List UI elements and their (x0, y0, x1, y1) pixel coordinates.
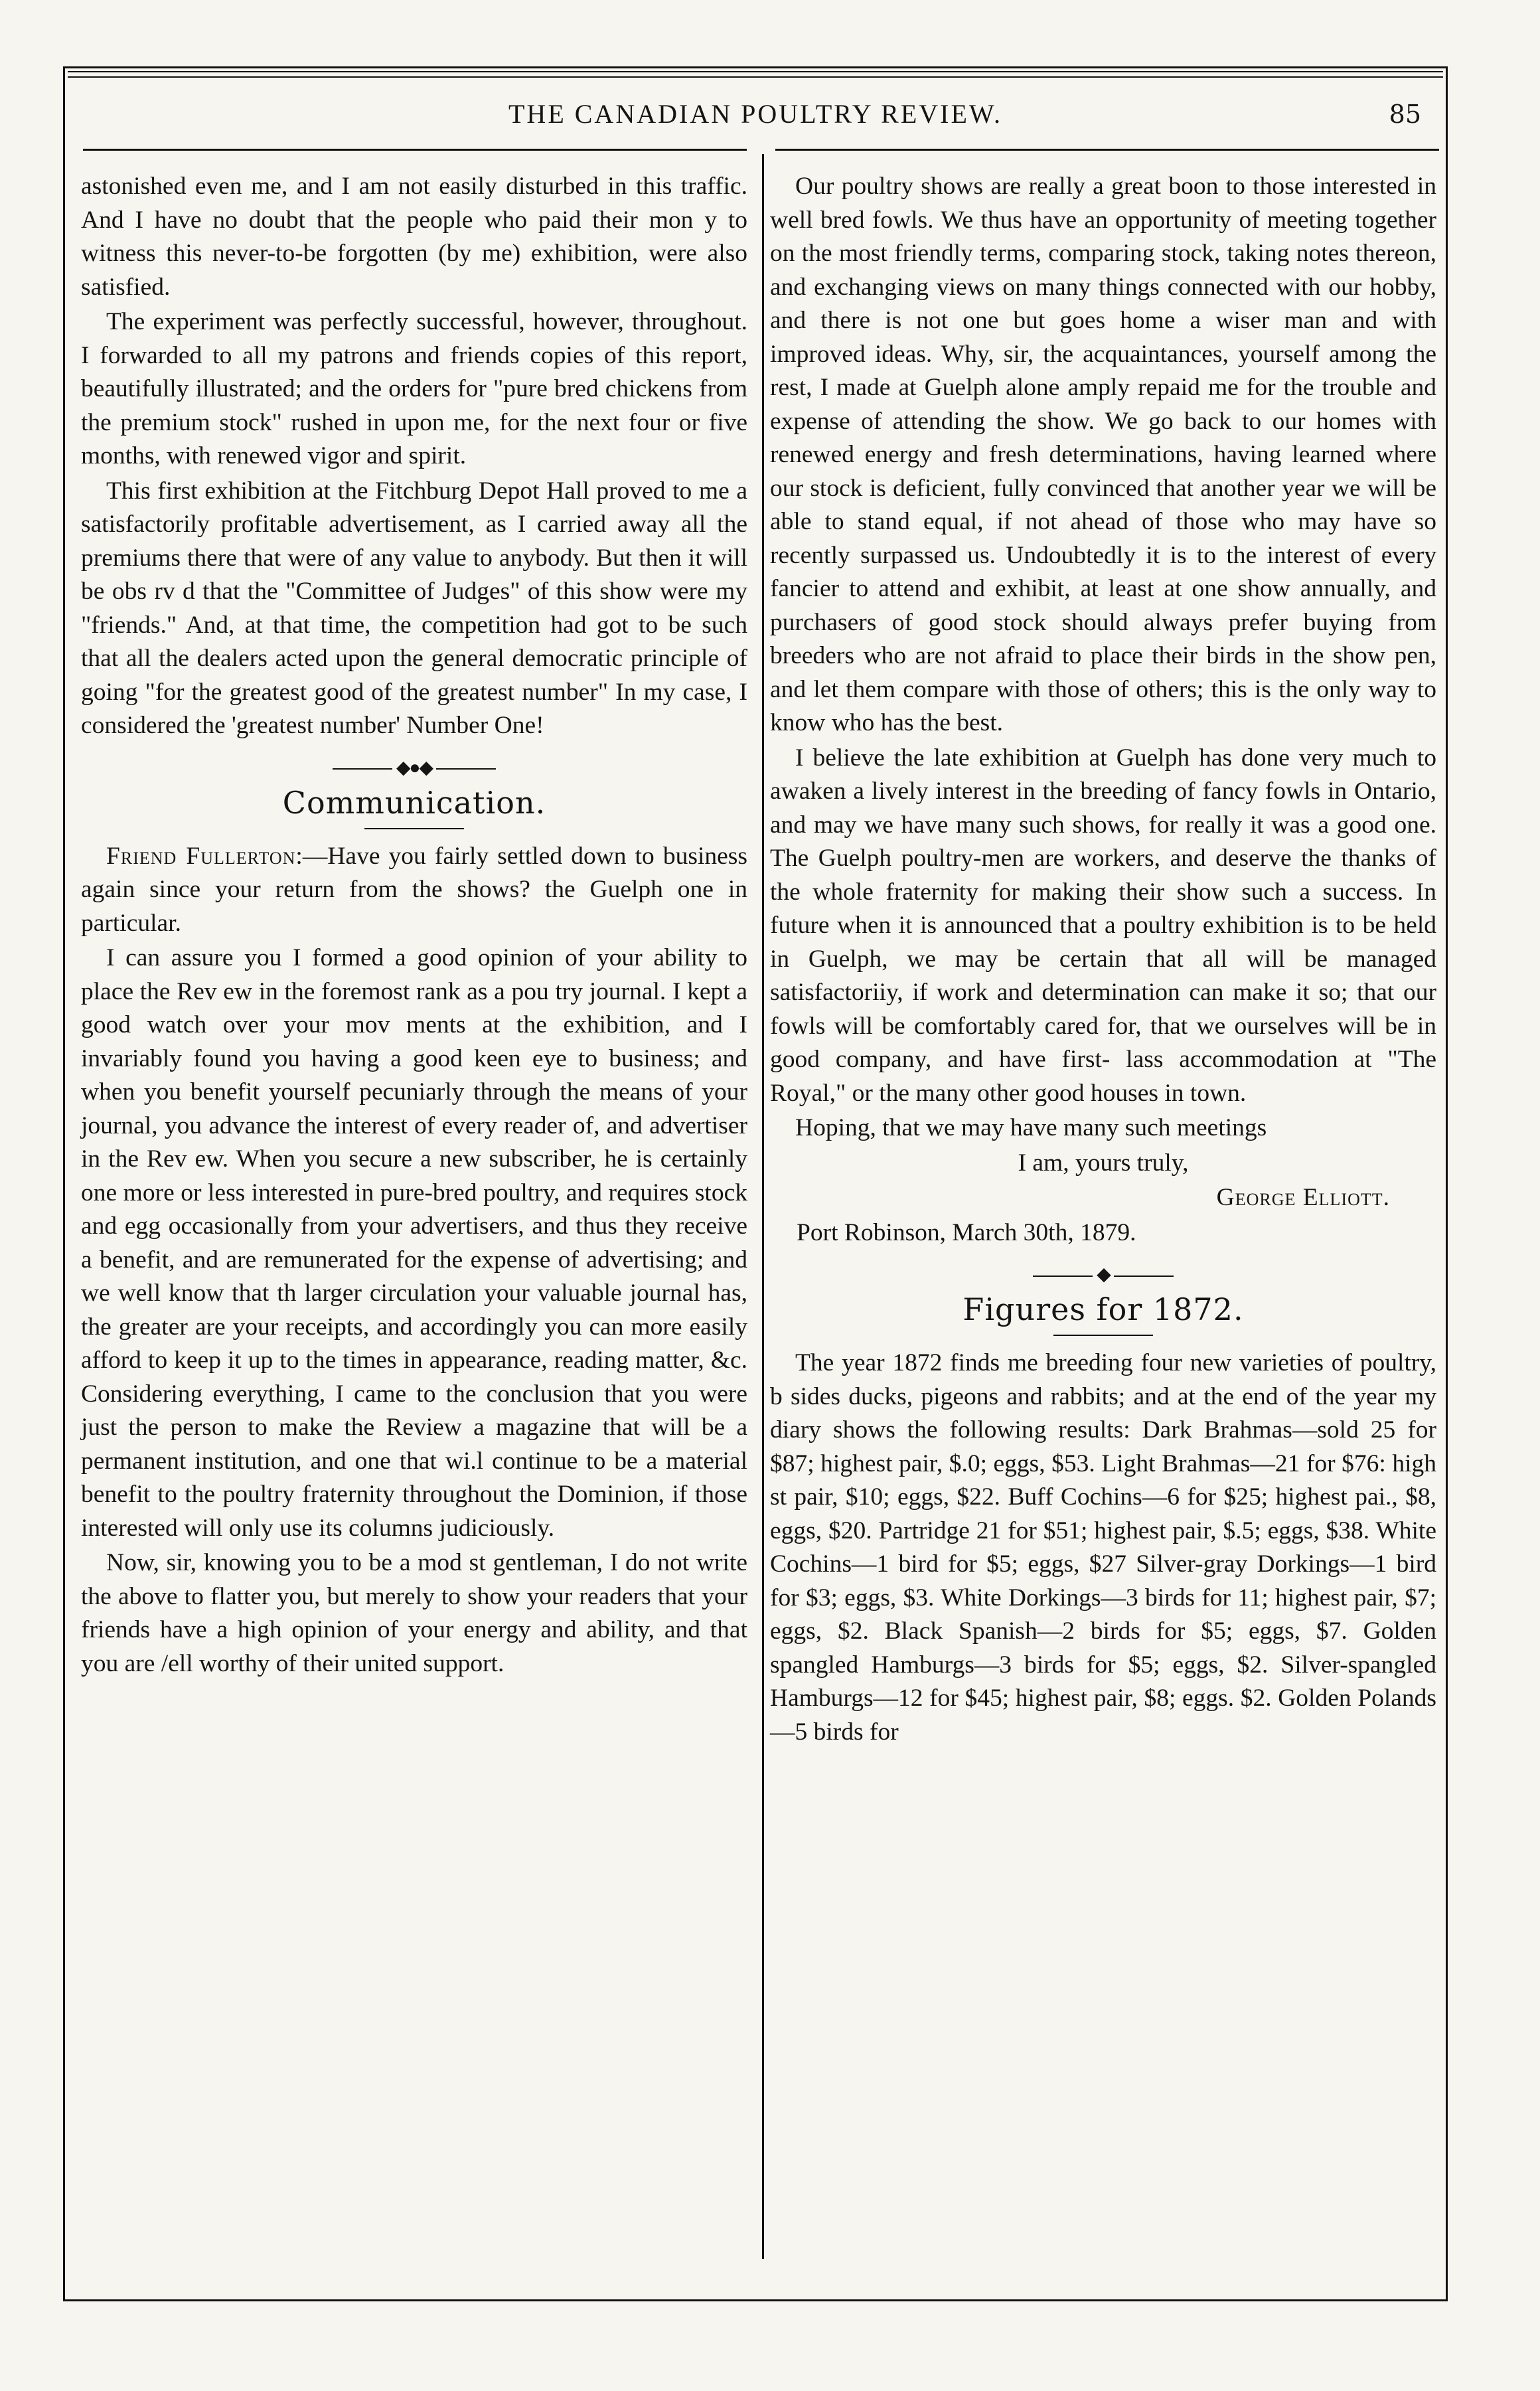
article-paragraph: astonished even me, and I am not easily disturbed in this traffic. And I have no doubt that the people who paid their mon y to witness this never-to-be forgotten (by me) exhibition, were also satisfied. (81, 173, 747, 301)
article-paragraph: Now, sir, knowing you to be a mod st gentleman, I do not write the above to flatter you, but merely to show your readers that your friends have a high opinion of your energy and ability, and that you are /ell worthy of their united support. (81, 1549, 747, 1677)
column-separator (762, 154, 764, 2259)
ornament-divider: ◆●◆ (81, 756, 747, 780)
right-column (770, 170, 1436, 1749)
page-number: 85 (1389, 100, 1421, 129)
article-paragraph: The year 1872 finds me breeding four new varieties of poultry, b sides ducks, pigeons and rabbits; and at the end of the year my diary shows the following results: Dark Brahmas—sold 25 for $87; highest pair, $.0; eggs, $53. Light Brahmas—21 for $76: high st pair, $10; eggs, $22. Buff Cochins—6 for $25; highest pai., $8, eggs, $20. Partridge 21 for $51; highest pair, $.5; eggs, $38. White Cochins—1 bird for $5; eggs, $27 Silver-gray Dorkings—1 bird for $3; eggs, $3. White Dorkings—3 birds for 11; highest pair, $7; eggs, $2. Black Spanish—2 birds for $5; eggs, $7. Golden spangled Hamburgs—3 birds for $5; eggs, $2. Silver-spangled Hamburgs—12 for $45; highest pair, $8; eggs. $2. Golden Polands—5 birds for (770, 1349, 1436, 1746)
salutation: Friend Fullerton (106, 842, 296, 870)
article-paragraph: This first exhibition at the Fitchburg Depot Hall proved to me a satisfactorily profitable advertisement, as I carried away all the premiums there that were of any value to anybody. But then it will be obs rv d that the "Committee of Judges" of this show were my "friends." And, at that time, the competition had got to be such that all the dealers acted upon the general democratic principle of going "for the greatest good of the greatest number" In my case, I considered the 'greatest number' Number One! (81, 477, 747, 739)
letter-opening-text: :—Have you fairly settled down to business again since your return from the shows? the Guelph one in particular. (81, 842, 747, 937)
dateline: Port Robinson, March 30th, 1879. (797, 1218, 1136, 1246)
section-heading: Communication. (282, 784, 546, 821)
ornament-divider: ◆ (770, 1263, 1436, 1287)
article-paragraph: I believe the late exhibition at Guelph has done very much to awaken a lively interest in the breeding of fancy fowls in Ontario, and may we have many such shows, for really it was a good one. The Guelph poultry-men are workers, and deserve the thanks of the whole fraternity for making their show such a success. In future when it is announced that a poultry exhibition is to be held in Guelph, we may be certain that all will be managed satisfactoriiy, if work and determination can make it so; that our fowls will be comfortably cared for, that we ourselves will be in good company, and have first- lass accommodation at "The Royal," or the many other good houses in town. (770, 744, 1436, 1107)
header-rule-left (83, 149, 747, 151)
article-paragraph: The experiment was perfectly successful, however, throughout. I forwarded to all my patrons and friends copies of this report, beautifully illustrated; and the orders for "pure bred chickens from the premium stock" rushed in upon me, for the next four or five months, with renewed vigor and spirit. (81, 308, 747, 469)
letter-closing: Hoping, that we may have many such meetings (795, 1114, 1267, 1141)
left-column (81, 170, 747, 1681)
letter-valediction: I am, yours truly, (1018, 1149, 1189, 1177)
heading-rule (364, 828, 464, 829)
signature: George Elliott. (1216, 1184, 1390, 1211)
article-paragraph: Our poultry shows are really a great boon to those interested in well bred fowls. We thus have an opportunity of meeting together on the most friendly terms, comparing stock, taking notes thereon, and exchanging views on many things connected with our hobby, and there is not one but goes home a wiser man and with improved ideas. Why, sir, the acquaintances, yourself among the rest, I made at Guelph alone amply repaid me for the trouble and expense of attending the show. We go back to our homes with renewed energy and fresh determinations, having learned where our stock is deficient, fully convinced that another year we will be able to stand equal, if not ahead of those who may have so recently surpassed us. Undoubtedly it is to the interest of every fancier to attend and exhibit, at least at one show annually, and purchasers of good stock should always prefer buying from breeders who are not afraid to place their birds in the show pen, and let them compare with those of others; this is the only way to know who has the best. (770, 173, 1436, 736)
running-title: THE CANADIAN POULTRY REVIEW. (508, 99, 1002, 129)
heading-rule (1053, 1335, 1153, 1336)
article-paragraph: I can assure you I formed a good opinion of your ability to place the Rev ew in the foremost rank as a pou try journal. I kept a good watch over your mov ments at the exhibition, and I invariably found you having a good keen eye to business; and when you benefit yourself pecuniarly through the means of your journal, you advance the interest of every reader of, and advertiser in the Rev ew. When you secure a new subscriber, he is certainly one more or less interested in pure-bred poultry, and requires stock and egg occasionally from your advertisers, and thus they receive a benefit, and are remunerated for the expense of advertising; and we well know that th larger circulation your valuable journal has, the greater are your receipts, and accordingly you can more easily afford to keep it up to the times in appearance, reading matter, &c. Considering everything, I came to the conclusion that you were just the person to make the Review a magazine that will be a permanent institution, and one that wi.l continue to be a material benefit to the poultry fraternity throughout the Dominion, if those interested will only use its columns judiciously. (81, 944, 747, 1542)
page-header (63, 94, 1448, 134)
letter-opening (81, 840, 747, 941)
header-rule-right (775, 149, 1439, 151)
section-heading: Figures for 1872. (963, 1291, 1244, 1327)
